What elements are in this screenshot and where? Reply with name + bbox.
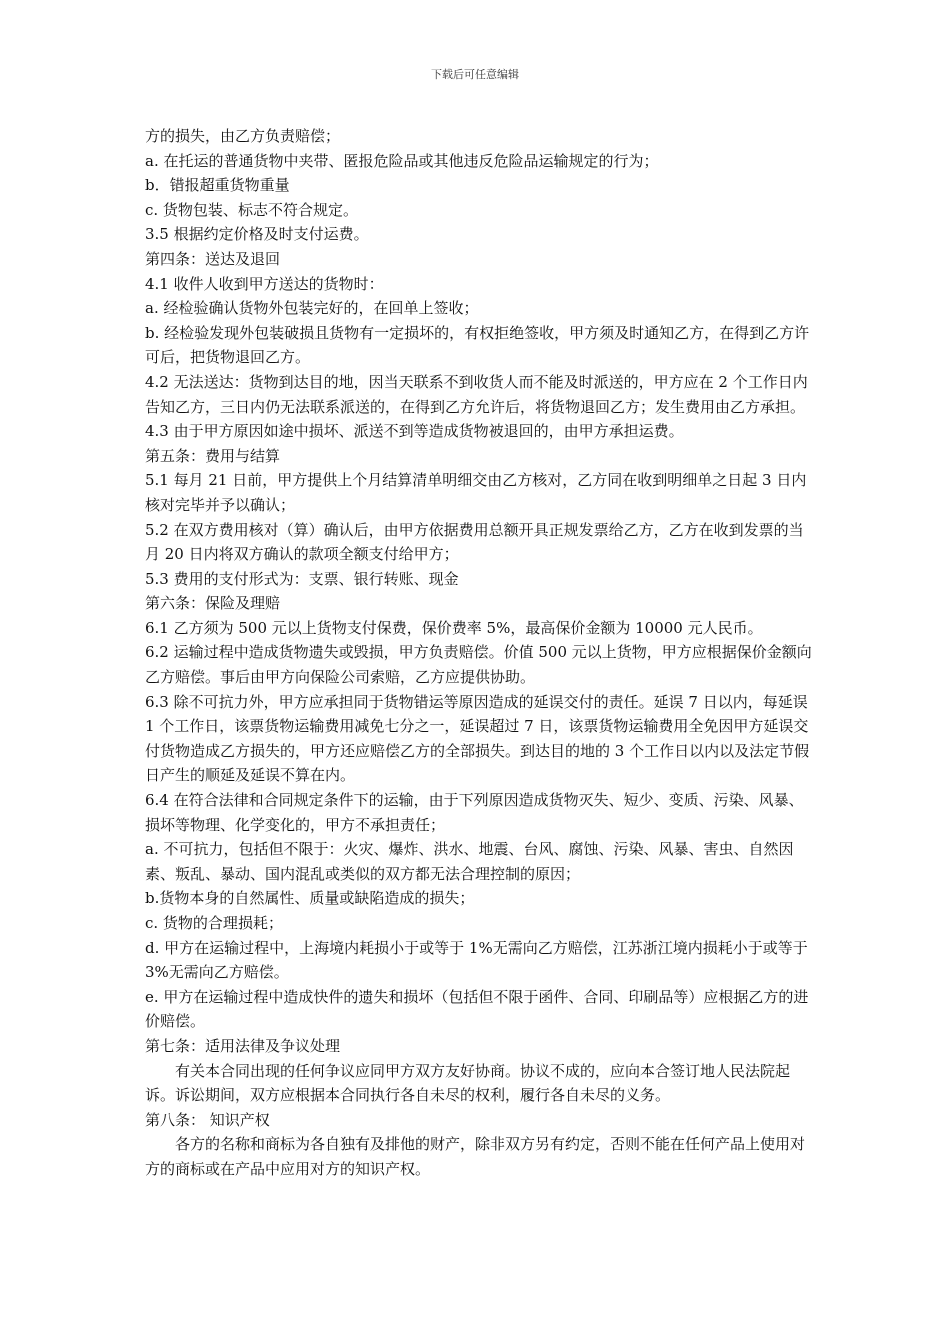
paragraph: 5.3 费用的支付形式为：支票、银行转账、现金: [145, 569, 459, 588]
paragraph: 6.1 乙方须为 500 元以上货物支付保费，保价费率 5%，最高保价金额为 10000 元人民币。: [145, 618, 763, 637]
paragraph: 4.1 收件人收到甲方送达的货物时：: [145, 274, 384, 293]
page-header: 下载后可任意编辑: [431, 68, 519, 81]
paragraph: 4.2 无法送达：货物到达目的地，因当天联系不到收货人而不能及时派送的，甲方应在 2 个工作日内告知乙方，三日内仍无法联系派送的，在得到乙方允许后，将货物退回乙方；发生费用由乙方承担。: [145, 372, 808, 416]
paragraph: 第六条：保险及理赔: [145, 594, 281, 613]
paragraph: 各方的名称和商标为各自独有及排他的财产，除非双方另有约定，否则不能在任何产品上使用对方的商标或在产品中应用对方的知识产权。: [145, 1135, 806, 1178]
paragraph: 4.3 由于甲方原因如途中损坏、派送不到等造成货物被退回的，由甲方承担运费。: [145, 422, 684, 441]
paragraph: e. 甲方在运输过程中造成快件的遗失和损坏（包括但不限于函件、合同、印刷品等）应根据乙方的进价赔偿。: [145, 987, 809, 1031]
paragraph: c. 货物包装、标志不符合规定。: [145, 200, 358, 219]
paragraph: 5.1 每月 21 日前，甲方提供上个月结算清单明细交由乙方核对，乙方同在收到明细单之日起 3 日内核对完毕并予以确认；: [145, 471, 807, 514]
paragraph: 6.4 在符合法律和合同规定条件下的运输，由于下列原因造成货物灭失、短少、变质、污染、风暴、损坏等物理、化学变化的，甲方不承担责任；: [145, 791, 804, 834]
paragraph: d. 甲方在运输过程中，上海境内耗损小于或等于 1%无需向乙方赔偿，江苏浙江境内损耗小于或等于 3%无需向乙方赔偿。: [145, 938, 808, 982]
paragraph: 3.5 根据约定价格及时支付运费。: [145, 225, 369, 244]
paragraph: 方的损失，由乙方负责赔偿；: [145, 127, 341, 145]
paragraph: 有关本合同出现的任何争议应同甲方双方友好协商。协议不成的，应向本合签订地人民法院起诉。诉讼期间，双方应根据本合同执行各自未尽的权利，履行各自未尽的义务。: [145, 1061, 791, 1105]
paragraph: a. 在托运的普通货物中夹带、匿报危险品或其他违反危险品运输规定的行为；: [145, 151, 659, 170]
paragraph: b．错报超重货物重量: [145, 176, 290, 195]
paragraph: c. 货物的合理损耗；: [145, 914, 283, 932]
paragraph: 6.2 运输过程中造成货物遗失或毁损，甲方负责赔偿。价值 500 元以上货物，甲方应根据保价金额向乙方赔偿。事后由甲方向保险公司索赔，乙方应提供协助。: [145, 643, 812, 687]
paragraph: 6.3 除不可抗力外，甲方应承担同于货物错运等原因造成的延误交付的责任。延误 7 日以内，每延误 1 个工作日，该票货物运输费用减免七分之一，延误超过 7 日，该票货物运输费用全免因甲方延误交付货物造成乙方损失的，甲方还应赔偿乙方的全部损失。到达目的地的 3 个工作日以内以及法定节假日产生的顺延及延误不算在内。: [145, 692, 810, 785]
paragraph: 第四条：送达及退回: [145, 249, 281, 268]
paragraph: a. 不可抗力，包括但不限于：火灾、爆炸、洪水、地震、台风、腐蚀、污染、风暴、害虫、自然因素、叛乱、暴动、国内混乱或类似的双方都无法合理控制的原因；: [145, 840, 794, 883]
document-body: [145, 124, 815, 1182]
paragraph: 第七条：适用法律及争议处理: [145, 1036, 341, 1055]
paragraph: 第八条： 知识产权: [145, 1110, 270, 1129]
paragraph: b. 经检验发现外包装破损且货物有一定损坏的，有权拒绝签收，甲方须及时通知乙方，在得到乙方许可后，把货物退回乙方。: [145, 323, 810, 367]
paragraph: 5.2 在双方费用核对（算）确认后，由甲方依据费用总额开具正规发票给乙方，乙方在收到发票的当月 20 日内将双方确认的款项全额支付给甲方；: [145, 520, 804, 564]
paragraph: b.货物本身的自然属性、质量或缺陷造成的损失；: [145, 889, 475, 908]
paragraph: a. 经检验确认货物外包装完好的，在回单上签收；: [145, 299, 479, 318]
paragraph: 第五条：费用与结算: [145, 446, 281, 465]
